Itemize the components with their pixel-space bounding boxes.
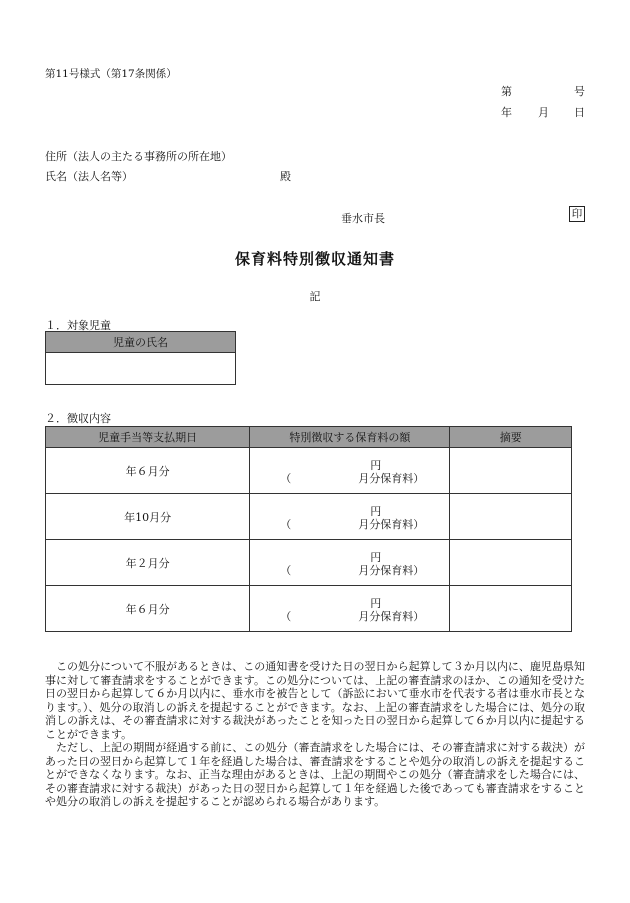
collection-table	[45, 426, 572, 632]
monthly-fee-label: 月分保育料）	[358, 518, 425, 531]
monthly-fee-label: 月分保育料）	[358, 564, 425, 577]
monthly-fee-label: 月分保育料）	[358, 472, 425, 485]
date-year-label: 年	[501, 106, 512, 119]
document-title: 保育料特別徴収通知書	[234, 250, 395, 268]
open-paren: （	[280, 518, 292, 531]
monthly-fee-label: 月分保育料）	[358, 610, 425, 623]
document-number-prefix: 第	[501, 85, 512, 98]
date-day-label: 日	[574, 106, 585, 119]
open-paren: （	[280, 610, 292, 623]
appeal-notice	[45, 660, 585, 809]
child-name-header: 児童の氏名	[46, 332, 236, 353]
issuer-mayor: 垂水市長	[341, 212, 385, 225]
payment-date-cell: 年２月分	[46, 540, 250, 586]
payment-date-cell: 年６月分	[46, 448, 250, 494]
remarks-cell[interactable]	[450, 448, 572, 494]
table-row	[46, 540, 572, 586]
notice-paragraph-2: ただし、上記の期間が経過する前に、この処分（審査請求をした場合には、その審査請求に対する裁決）があった日の翌日から起算して１年を経過した場合は、審査請求をすることや処分の取消しの訴えを提起することができなくなります。なお、正当な理由があるときは、上記の期間やこの処分（審査請求をした場合には、その審査請求に対する裁決）があった日の翌日から起算して１年を経過した後であっても審査請求をすることや処分の取消しの訴えを提起することが認められる場合があります。	[45, 741, 585, 808]
notice-paragraph-1: この処分について不服があるときは、この通知書を受けた日の翌日から起算して３か月以内に、鹿児島県知事に対して審査請求をすることができます。この処分については、上記の審査請求のほか、この通知を受けた日の翌日から起算して６か月以内に、垂水市を被告として（訴訟において垂水市を代表する者は垂水市長となります。）、処分の取消しの訴えを提起することができます。なお、上記の審査請求をした場合には、処分の取消しの訴えは、その審査請求に対する裁決があったことを知った日の翌日から起算して６か月以内に提起することができます。	[45, 660, 585, 741]
open-paren: （	[280, 472, 292, 485]
form-label: 第11号様式（第17条関係）	[45, 68, 177, 80]
col-header-payment-date: 児童手当等支払期日	[46, 427, 250, 448]
child-table	[45, 331, 236, 385]
section2-heading: ２．徴収内容	[45, 412, 111, 425]
table-row	[46, 494, 572, 540]
section1-heading: １．対象児童	[45, 319, 111, 332]
date-month-label: 月	[538, 106, 549, 119]
table-row	[46, 586, 572, 632]
yen-unit: 円	[370, 505, 382, 518]
remarks-cell[interactable]	[450, 540, 572, 586]
amount-cell[interactable]	[250, 540, 450, 586]
amount-cell[interactable]	[250, 448, 450, 494]
ki-marker: 記	[309, 290, 321, 303]
amount-cell[interactable]	[250, 494, 450, 540]
amount-cell[interactable]	[250, 586, 450, 632]
recipient-address-label: 住所（法人の主たる事務所の所在地）	[45, 150, 232, 163]
payment-date-cell: 年６月分	[46, 586, 250, 632]
remarks-cell[interactable]	[450, 494, 572, 540]
recipient-name-label: 氏名（法人名等）	[45, 170, 133, 183]
document-number-suffix: 号	[574, 85, 585, 98]
col-header-remarks: 摘要	[450, 427, 572, 448]
yen-unit: 円	[370, 597, 382, 610]
yen-unit: 円	[370, 551, 382, 564]
payment-date-cell: 年10月分	[46, 494, 250, 540]
seal-stamp: 印	[569, 206, 585, 222]
open-paren: （	[280, 564, 292, 577]
col-header-amount: 特別徴収する保育料の額	[250, 427, 450, 448]
table-row	[46, 448, 572, 494]
yen-unit: 円	[370, 459, 382, 472]
recipient-honorific: 殿	[280, 170, 291, 183]
remarks-cell[interactable]	[450, 586, 572, 632]
child-name-cell[interactable]	[46, 353, 236, 385]
